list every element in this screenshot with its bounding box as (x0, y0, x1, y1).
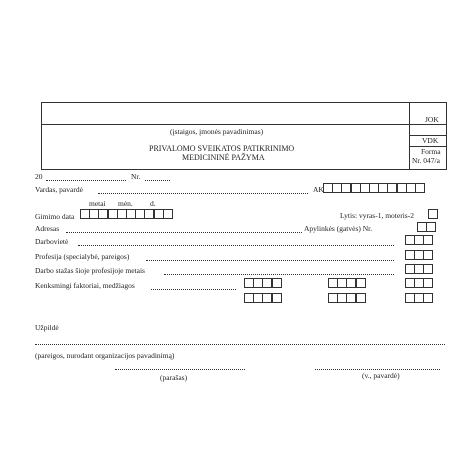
profession-label: Profesija (specialybė, pareigos) (35, 252, 130, 261)
forma-label: Forma (421, 147, 441, 156)
date-d-caption: d. (150, 199, 156, 208)
position-caption: (pareigos, nurodant organizacijos pavadinimą) (35, 351, 175, 360)
harmful-factors-boxes-2[interactable] (328, 278, 365, 288)
gender-label: Lytis: vyras-1, moteris-2 (340, 211, 414, 220)
workplace-line[interactable] (78, 245, 394, 246)
header-divider (409, 102, 410, 170)
harmful-factors-boxes-5[interactable] (328, 293, 365, 303)
signature-caption: (parašas) (160, 373, 188, 382)
date-men-caption: mėn. (118, 199, 133, 208)
filled-by-label: Užpildė (35, 323, 59, 332)
date-line[interactable] (46, 180, 126, 181)
harmful-factors-line[interactable] (151, 289, 236, 290)
harmful-factors-label: Kenksmingi faktoriai, medžiagos (35, 281, 135, 290)
institution-caption: (įstaigos, įmonės pavadinimas) (170, 127, 264, 136)
harmful-factors-boxes-6[interactable] (405, 293, 433, 303)
district-boxes[interactable] (417, 222, 435, 232)
district-label: Apylinkės (gatvės) Nr. (304, 224, 373, 233)
workplace-label: Darbovietė (35, 237, 69, 246)
forma-number: Nr. 047/a (412, 156, 440, 165)
signature-line[interactable] (115, 369, 245, 370)
birth-date-boxes[interactable] (80, 209, 172, 219)
number-label: Nr. (131, 172, 141, 181)
jok-line (409, 124, 447, 125)
year-prefix: 20 (35, 172, 43, 181)
surname-caption: (v., pavardė) (362, 371, 400, 380)
name-line[interactable] (98, 193, 308, 194)
name-label: Vardas, pavardė (35, 185, 83, 194)
experience-line[interactable] (164, 274, 394, 275)
date-metai-caption: metai (89, 199, 106, 208)
number-line[interactable] (145, 180, 170, 181)
harmful-factors-boxes-4[interactable] (244, 293, 281, 303)
workplace-boxes[interactable] (405, 235, 433, 245)
jok-code: JOK (425, 115, 439, 124)
profession-boxes[interactable] (405, 250, 433, 260)
address-label: Adresas (35, 224, 60, 233)
form-title-line1: PRIVALOMO SVEIKATOS PATIKRINIMO (149, 144, 295, 153)
experience-boxes[interactable] (405, 264, 433, 274)
experience-label: Darbo stažas šioje profesijoje metais (35, 266, 145, 275)
vdk-code: VDK (422, 136, 439, 145)
ak-boxes[interactable] (323, 183, 424, 193)
form-title-line2: MEDICININĖ PAŽYMA (182, 153, 265, 162)
surname-line[interactable] (315, 369, 440, 370)
institution-line (41, 124, 409, 125)
gender-box[interactable] (428, 209, 437, 219)
birth-date-label: Gimimo data (35, 212, 75, 221)
profession-line[interactable] (146, 260, 394, 261)
filled-by-line[interactable] (35, 344, 445, 345)
harmful-factors-boxes-3[interactable] (405, 278, 433, 288)
harmful-factors-boxes-1[interactable] (244, 278, 281, 288)
address-line[interactable] (66, 232, 302, 233)
ak-label: AK (313, 185, 324, 194)
